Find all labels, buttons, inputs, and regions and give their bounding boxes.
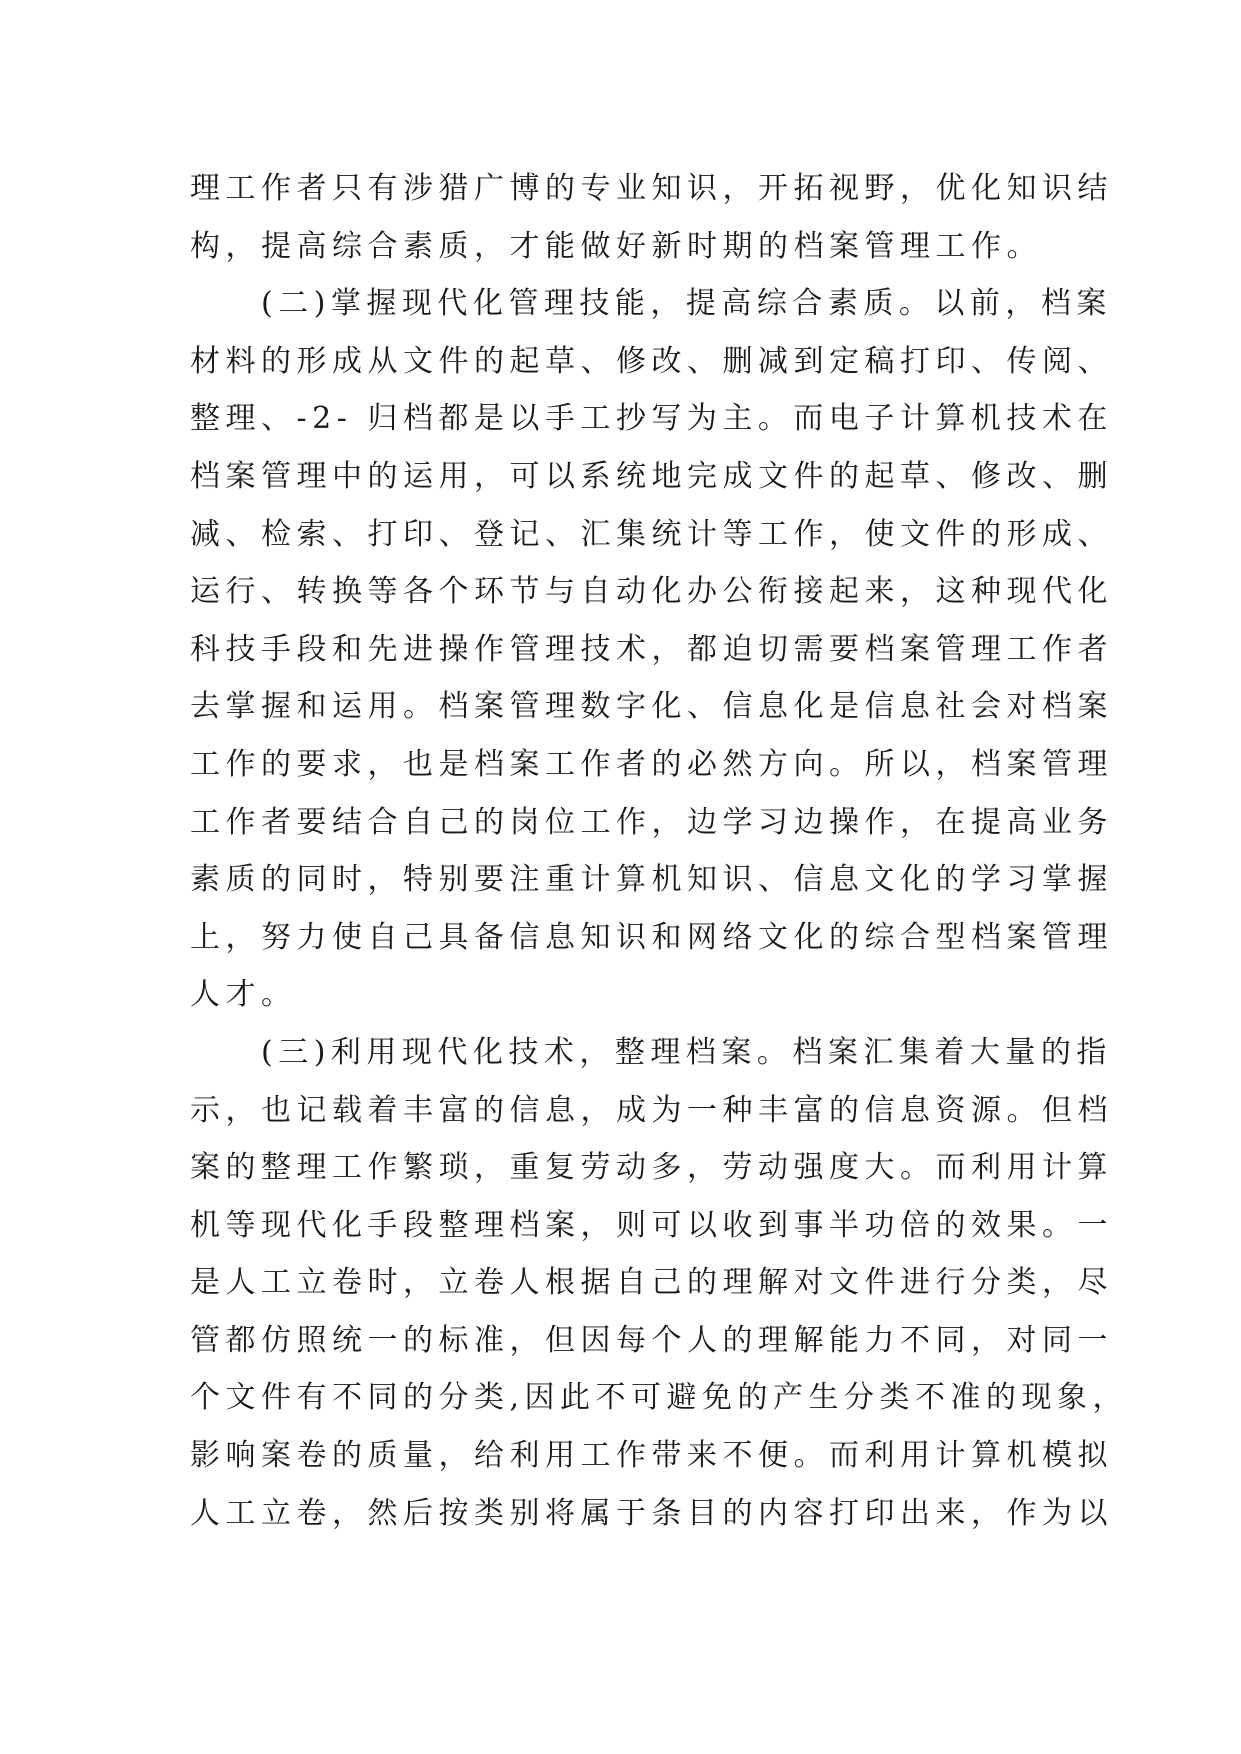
text-line: 运行、转换等各个环节与自动化办公衔接起来，这种现代化 xyxy=(190,574,1113,610)
text-line: 示，也记载着丰富的信息，成为一种丰富的信息资源。但档 xyxy=(190,1092,1113,1128)
text-line: 减、检索、打印、登记、汇集统计等工作，使文件的形成、 xyxy=(190,516,1113,552)
body-text xyxy=(190,160,1129,1542)
text-line: 人工立卷，然后按类别将属于条目的内容打印出来，作为以 xyxy=(190,1495,1113,1531)
text-line: 理工作者只有涉猎广博的专业知识，开拓视野，优化知识结 xyxy=(190,171,1113,206)
text-line: 去掌握和运用。档案管理数字化、信息化是信息社会对档案 xyxy=(190,689,1113,725)
text-line: 管都仿照统一的标准，但因每个人的理解能力不同，对同一 xyxy=(190,1322,1113,1358)
text-line: 机等现代化手段整理档案，则可以收到事半功倍的效果。一 xyxy=(190,1207,1113,1243)
text-line: 科技手段和先进操作管理技术，都迫切需要档案管理工作者 xyxy=(190,631,1113,667)
text-line: 人才。 xyxy=(190,977,297,1013)
text-line: 工作者要结合自己的岗位工作，边学习边操作，在提高业务 xyxy=(190,804,1113,840)
text-line: 案的整理工作繁琐，重复劳动多，劳动强度大。而利用计算 xyxy=(190,1150,1113,1186)
text-line: 材料的形成从文件的起草、修改、删减到定稿打印、传阅、 xyxy=(190,343,1113,379)
text-line: 素质的同时，特别要注重计算机知识、信息文化的学习掌握 xyxy=(190,862,1113,898)
paragraph-start-line: (三)利用现代化技术，整理档案。档案汇集着大量的指 xyxy=(190,1034,1112,1070)
text-line: 整理、-2- 归档都是以手工抄写为主。而电子计算机技术在 xyxy=(190,401,1113,437)
text-line: 工作的要求，也是档案工作者的必然方向。所以，档案管理 xyxy=(190,746,1113,782)
text-line: 构，提高综合素质，才能做好新时期的档案管理工作。 xyxy=(190,228,1042,264)
text-line: 档案管理中的运用，可以系统地完成文件的起草、修改、删 xyxy=(190,458,1113,494)
text-line: 个文件有不同的分类,因此不可避免的产生分类不准的现象， xyxy=(190,1380,1129,1416)
text-line: 影响案卷的质量，给利用工作带来不便。而利用计算机模拟 xyxy=(190,1438,1113,1474)
text-line: 上，努力使自己具备信息知识和网络文化的综合型档案管理 xyxy=(190,919,1113,955)
paragraph-start-line: (二)掌握现代化管理技能，提高综合素质。以前，档案 xyxy=(190,286,1112,322)
text-line: 是人工立卷时，立卷人根据自己的理解对文件进行分类，尽 xyxy=(190,1265,1113,1301)
